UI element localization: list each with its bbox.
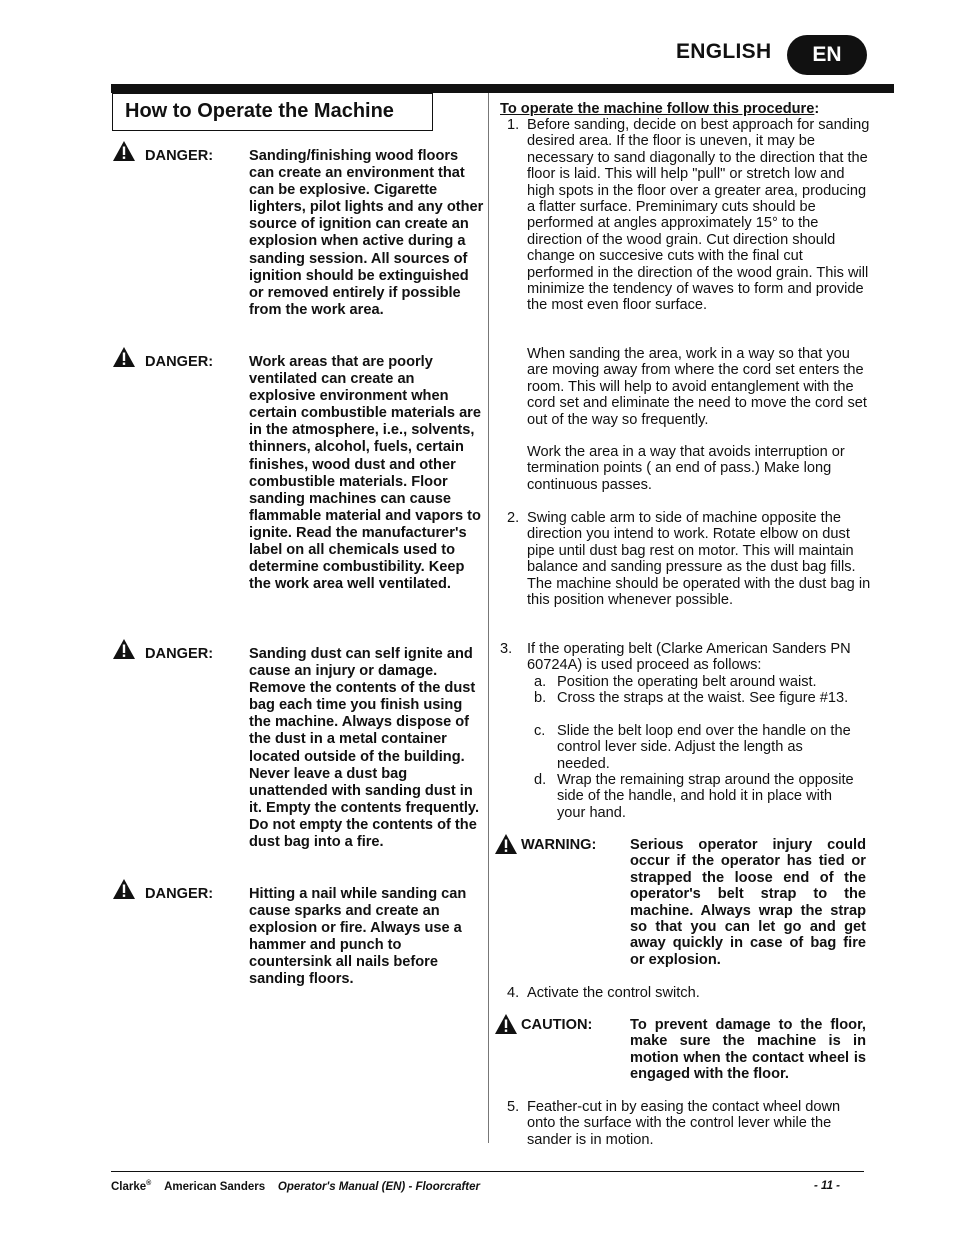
warning-triangle-icon bbox=[112, 346, 136, 368]
top-rule bbox=[111, 84, 894, 93]
title-box bbox=[112, 93, 433, 131]
warning-triangle-icon bbox=[112, 638, 136, 660]
substep-letter: d. bbox=[534, 772, 547, 788]
danger-block-dust bbox=[112, 646, 484, 851]
language-label: ENGLISH bbox=[676, 40, 772, 63]
substep-text: Position the operating belt around waist. bbox=[557, 674, 817, 690]
danger-text: Hitting a nail while sanding can cause sparks and create an explosion or fire. Always use a hammer and punch to countersink all nails before sanding floors. bbox=[249, 886, 467, 988]
page-title: How to Operate the Machine bbox=[125, 100, 394, 122]
substep-letter: a. bbox=[534, 674, 547, 690]
substep-text: Cross the straps at the waist. See figure #13. bbox=[557, 690, 849, 706]
step-4-text: Activate the control switch. bbox=[527, 985, 700, 1001]
step-number: 5. bbox=[507, 1099, 520, 1115]
footer bbox=[111, 1180, 480, 1193]
bottom-rule bbox=[111, 1171, 864, 1172]
danger-block-ignition bbox=[112, 148, 484, 319]
step-3-text: If the operating belt (Clarke American Sanders PN 60724A) is used proceed as follows: bbox=[527, 641, 851, 674]
caution-text: To prevent damage to the floor, make sure the machine is in motion when the contact wheel is engaged with the floor. bbox=[630, 1017, 866, 1083]
footer-manual: Operator's Manual (EN) - Floorcrafter bbox=[277, 1180, 481, 1193]
step-number: 2. bbox=[507, 510, 520, 526]
footer-brand-2: American Sanders bbox=[164, 1180, 266, 1193]
danger-text: Sanding dust can self ignite and cause an injury or damage. Remove the contents of the dust bag each time you finish using the machine. Always dispose of the dust in a metal container located outside of the building. Never leave a dust bag unattended with sanding dust in it. Empty the contents frequently. Do not empty the contents of the dust bag into a fire. bbox=[249, 646, 480, 851]
substep-text: Wrap the remaining strap around the opposite side of the handle, and hold it in place with your hand. bbox=[557, 772, 854, 821]
step-number: 3. bbox=[500, 641, 513, 657]
page-number: - 11 - bbox=[814, 1180, 840, 1192]
danger-text: Work areas that are poorly ventilated can create an explosive environment when certain combustible materials are in the atmosphere, i.e., solvents, thinners, alcohol, fuels, certain finishes, wood dust and other combustible materials. Floor sanding machines can cause flammable material and vapors to ignite. Read the manufacturer's label on all chemicals used to determine combustibility. Keep the work area well ventilated. bbox=[249, 354, 481, 593]
warning-triangle-icon bbox=[112, 140, 136, 162]
step-5-text: Feather-cut in by easing the contact wheel down onto the surface with the control lever while the sander is in motion. bbox=[527, 1099, 841, 1148]
procedure-heading bbox=[500, 101, 819, 117]
danger-block-nails bbox=[112, 886, 484, 989]
step-1-paragraph-3: Work the area in a way that avoids interruption or termination points ( an end of pass.) Make long continuous passes. bbox=[527, 444, 845, 493]
step-1-paragraph-2: When sanding the area, work in a way so that you are moving away from where the cord set enters the room. This will help to avoid entanglement with the cord set and eliminate the need to move the cord set out of the way so frequently. bbox=[527, 346, 867, 428]
step-number: 4. bbox=[507, 985, 520, 1001]
substep-letter: c. bbox=[534, 723, 546, 739]
warning-triangle-icon bbox=[112, 878, 136, 900]
footer-brand: Clarke bbox=[111, 1180, 147, 1193]
warning-block bbox=[494, 837, 866, 968]
column-divider bbox=[488, 93, 489, 1143]
warning-triangle-icon bbox=[494, 833, 518, 855]
registered-mark: ® bbox=[146, 1180, 152, 1187]
danger-label: DANGER: bbox=[145, 354, 214, 370]
danger-label: DANGER: bbox=[145, 886, 214, 902]
procedure-heading-text: To operate the machine follow this procedure bbox=[500, 101, 815, 117]
procedure-heading-suffix: : bbox=[814, 101, 820, 117]
danger-block-ventilation bbox=[112, 354, 484, 593]
step-2-text: Swing cable arm to side of machine opposite the direction you intend to work. Rotate elbow on dust pipe until dust bag rest on motor. This will maintain balance and sanding pressure as the dust bag fills. The machine should be operated with the dust bag in this position whenever possible. bbox=[527, 510, 871, 609]
danger-text: Sanding/finishing wood floors can create an environment that can be explosive. Cigarette lighters, pilot lights and any other source of ignition can create an explosion when active during a sanding session. All sources of ignition should be extinguished or removed entirely if possible from the work area. bbox=[249, 148, 484, 318]
danger-label: DANGER: bbox=[145, 646, 214, 662]
step-1-text: Before sanding, decide on best approach for sanding desired area. If the floor is uneven, it may be necessary to sand diagonally to the direction that the floor is laid. This will help "pull" or stretch low and high spots in the floor over a greater area, producing a flatter surface. Preminimary cuts should be performed at angles approximately 15° to the direction of the wood grain. Cut direction should change on succesive cuts with the final cut performed in the direction of the wood grain. This will minimize the tendency of waves to form and provide the most even floor surface. bbox=[527, 117, 870, 314]
step-number: 1. bbox=[507, 117, 520, 133]
language-badge: EN bbox=[787, 35, 867, 75]
caution-label: CAUTION: bbox=[521, 1017, 593, 1033]
caution-block bbox=[494, 1017, 866, 1083]
warning-label: WARNING: bbox=[521, 837, 597, 853]
warning-text: Serious operator injury could occur if the operator has tied or strapped the loose end of the operator's belt strap to the machine. Always wrap the strap so that you can let go and get away quickly in case of bag fire or explosion. bbox=[630, 837, 866, 968]
substep-letter: b. bbox=[534, 690, 547, 706]
substep-text: Slide the belt loop end over the handle on the control lever side. Adjust the length as needed. bbox=[557, 723, 851, 772]
warning-triangle-icon bbox=[494, 1013, 518, 1035]
danger-label: DANGER: bbox=[145, 148, 214, 164]
